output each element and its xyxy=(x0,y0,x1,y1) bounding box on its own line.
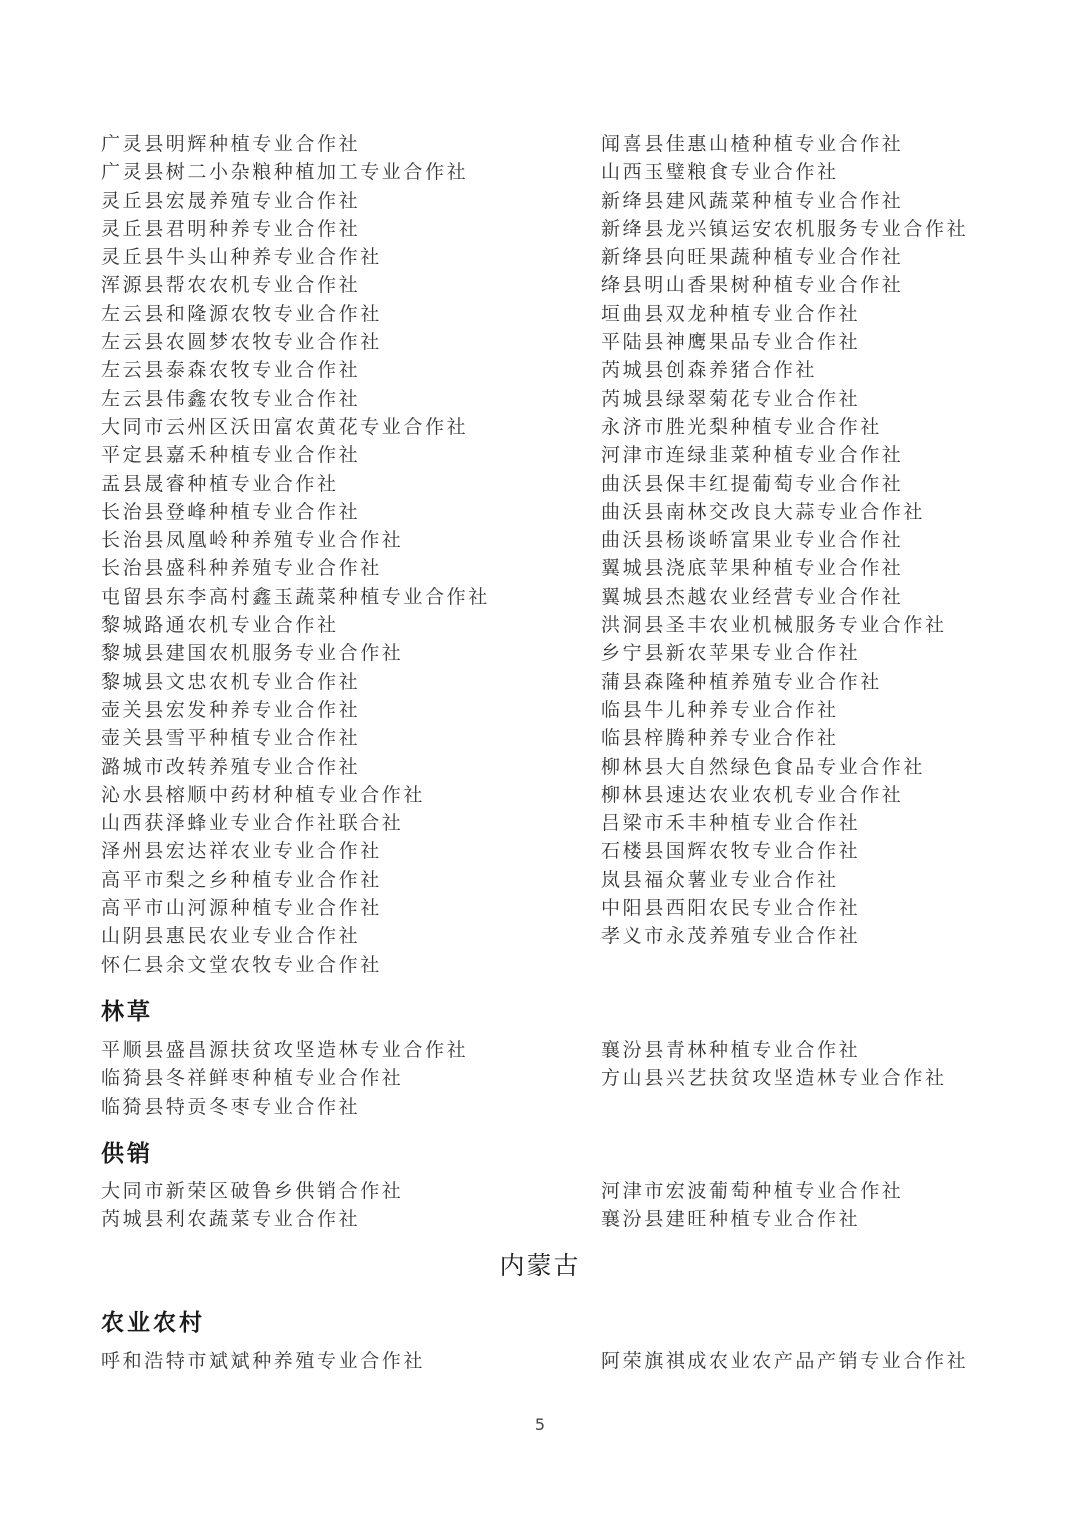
list-item: 沁水县榕顺中药材种植专业合作社 xyxy=(101,783,426,806)
cooperative-list-right xyxy=(601,130,968,951)
list-item: 石楼县国辉农牧专业合作社 xyxy=(601,840,861,863)
list-item: 曲沃县南林交改良大蒜专业合作社 xyxy=(601,500,926,523)
list-item: 柳林县大自然绿色食品专业合作社 xyxy=(601,755,926,778)
list-item: 方山县兴艺扶贫攻坚造林专业合作社 xyxy=(601,1067,947,1090)
list-item: 黎城路通农机专业合作社 xyxy=(101,614,339,637)
agriculture-list-right xyxy=(601,1347,968,1375)
list-item: 泽州县宏达祥农业专业合作社 xyxy=(101,840,382,863)
list-item: 左云县农圆梦农牧专业合作社 xyxy=(101,331,382,354)
list-item: 灵丘县宏晟养殖专业合作社 xyxy=(101,189,361,212)
list-item: 广灵县明辉种植专业合作社 xyxy=(101,133,361,155)
list-item: 洪洞县圣丰农业机械服务专业合作社 xyxy=(601,614,947,637)
list-item: 浑源县帮农农机专业合作社 xyxy=(101,274,361,297)
list-item: 呼和浩特市斌斌种养殖专业合作社 xyxy=(101,1350,426,1372)
list-item: 永济市胜光梨种植专业合作社 xyxy=(601,415,882,438)
list-item: 岚县福众薯业专业合作社 xyxy=(601,868,839,891)
list-item: 平顺县盛昌源扶贫攻坚造林专业合作社 xyxy=(101,1039,469,1061)
list-item: 翼城县浇底苹果种植专业合作社 xyxy=(601,557,904,580)
list-item: 临猗县特贡冬枣专业合作社 xyxy=(101,1095,361,1118)
list-item: 山西获泽蜂业专业合作社联合社 xyxy=(101,812,404,835)
list-item: 柳林县速达农业农机专业合作社 xyxy=(601,783,904,806)
list-item: 壶关县宏发种养专业合作社 xyxy=(101,698,361,721)
list-item: 闻喜县佳惠山楂种植专业合作社 xyxy=(601,133,904,155)
list-item: 灵丘县牛头山种养专业合作社 xyxy=(101,246,382,269)
province-title: 内蒙古 xyxy=(499,1251,581,1280)
agriculture-list-left xyxy=(101,1347,425,1375)
list-item: 新绛县建风蔬菜种植专业合作社 xyxy=(601,189,904,212)
list-item: 中阳县西阳农民专业合作社 xyxy=(601,897,861,920)
list-item: 怀仁县余文堂农牧专业合作社 xyxy=(101,953,382,976)
list-item: 临县牛儿种养专业合作社 xyxy=(601,698,839,721)
page-number: 5 xyxy=(534,1415,546,1434)
list-item: 长治县凤凰岭种养殖专业合作社 xyxy=(101,529,404,552)
list-item: 盂县晟睿种植专业合作社 xyxy=(101,472,339,495)
list-item: 平陆县神鹰果品专业合作社 xyxy=(601,331,861,354)
list-item: 大同市云州区沃田富农黄花专业合作社 xyxy=(101,415,469,438)
list-item: 平定县嘉禾种植专业合作社 xyxy=(101,444,361,467)
list-item: 黎城县文忠农机专业合作社 xyxy=(101,670,361,693)
supply-list-left xyxy=(101,1177,403,1234)
list-item: 蒲县森隆种植养殖专业合作社 xyxy=(601,670,882,693)
list-item: 灵丘县君明种养专业合作社 xyxy=(101,217,361,240)
list-item: 潞城市改转养殖专业合作社 xyxy=(101,755,361,778)
list-item: 黎城县建国农机服务专业合作社 xyxy=(101,642,404,665)
list-item: 新绛县龙兴镇运安农机服务专业合作社 xyxy=(601,217,969,240)
list-item: 芮城县绿翠菊花专业合作社 xyxy=(601,387,861,410)
list-item: 襄汾县建旺种植专业合作社 xyxy=(601,1208,861,1231)
list-item: 曲沃县保丰红提葡萄专业合作社 xyxy=(601,472,904,495)
forestry-list-right xyxy=(601,1036,947,1093)
cooperative-list-left xyxy=(101,130,490,979)
list-item: 芮城县创森养猪合作社 xyxy=(601,359,818,382)
list-item: 新绛县向旺果蔬种植专业合作社 xyxy=(601,246,904,269)
list-item: 临县梓腾种养专业合作社 xyxy=(601,727,839,750)
list-item: 山西玉璧粮食专业合作社 xyxy=(601,161,839,184)
list-item: 山阴县惠民农业专业合作社 xyxy=(101,925,361,948)
list-item: 长治县登峰种植专业合作社 xyxy=(101,500,361,523)
list-item: 高平市梨之乡种植专业合作社 xyxy=(101,868,382,891)
section-heading-forestry: 林草 xyxy=(101,999,153,1025)
list-item: 临猗县冬祥鲜枣种植专业合作社 xyxy=(101,1067,404,1090)
list-item: 左云县和隆源农牧专业合作社 xyxy=(101,302,382,325)
list-item: 屯留县东李高村鑫玉蔬菜种植专业合作社 xyxy=(101,585,490,608)
list-item: 大同市新荣区破鲁乡供销合作社 xyxy=(101,1180,404,1202)
list-item: 河津市宏波葡萄种植专业合作社 xyxy=(601,1180,904,1202)
list-item: 阿荣旗祺成农业农产品产销专业合作社 xyxy=(601,1350,969,1372)
list-item: 曲沃县杨谈峤富果业专业合作社 xyxy=(601,529,904,552)
list-item: 孝义市永茂养殖专业合作社 xyxy=(601,925,861,948)
list-item: 襄汾县青林种植专业合作社 xyxy=(601,1039,861,1061)
supply-list-right xyxy=(601,1177,903,1234)
list-item: 广灵县树二小杂粮种植加工专业合作社 xyxy=(101,161,469,184)
list-item: 翼城县杰越农业经营专业合作社 xyxy=(601,585,904,608)
section-heading-agriculture: 农业农村 xyxy=(101,1310,205,1336)
list-item: 高平市山河源种植专业合作社 xyxy=(101,897,382,920)
list-item: 左云县伟鑫农牧专业合作社 xyxy=(101,387,361,410)
section-heading-supply: 供销 xyxy=(101,1141,153,1167)
list-item: 芮城县利农蔬菜专业合作社 xyxy=(101,1208,361,1231)
list-item: 乡宁县新农苹果专业合作社 xyxy=(601,642,861,665)
list-item: 左云县泰森农牧专业合作社 xyxy=(101,359,361,382)
forestry-list-left xyxy=(101,1036,468,1121)
list-item: 垣曲县双龙种植专业合作社 xyxy=(601,302,861,325)
list-item: 吕梁市禾丰种植专业合作社 xyxy=(601,812,861,835)
list-item: 河津市连绿韭菜种植专业合作社 xyxy=(601,444,904,467)
list-item: 壶关县雪平种植专业合作社 xyxy=(101,727,361,750)
list-item: 绛县明山香果树种植专业合作社 xyxy=(601,274,904,297)
list-item: 长治县盛科种养殖专业合作社 xyxy=(101,557,382,580)
